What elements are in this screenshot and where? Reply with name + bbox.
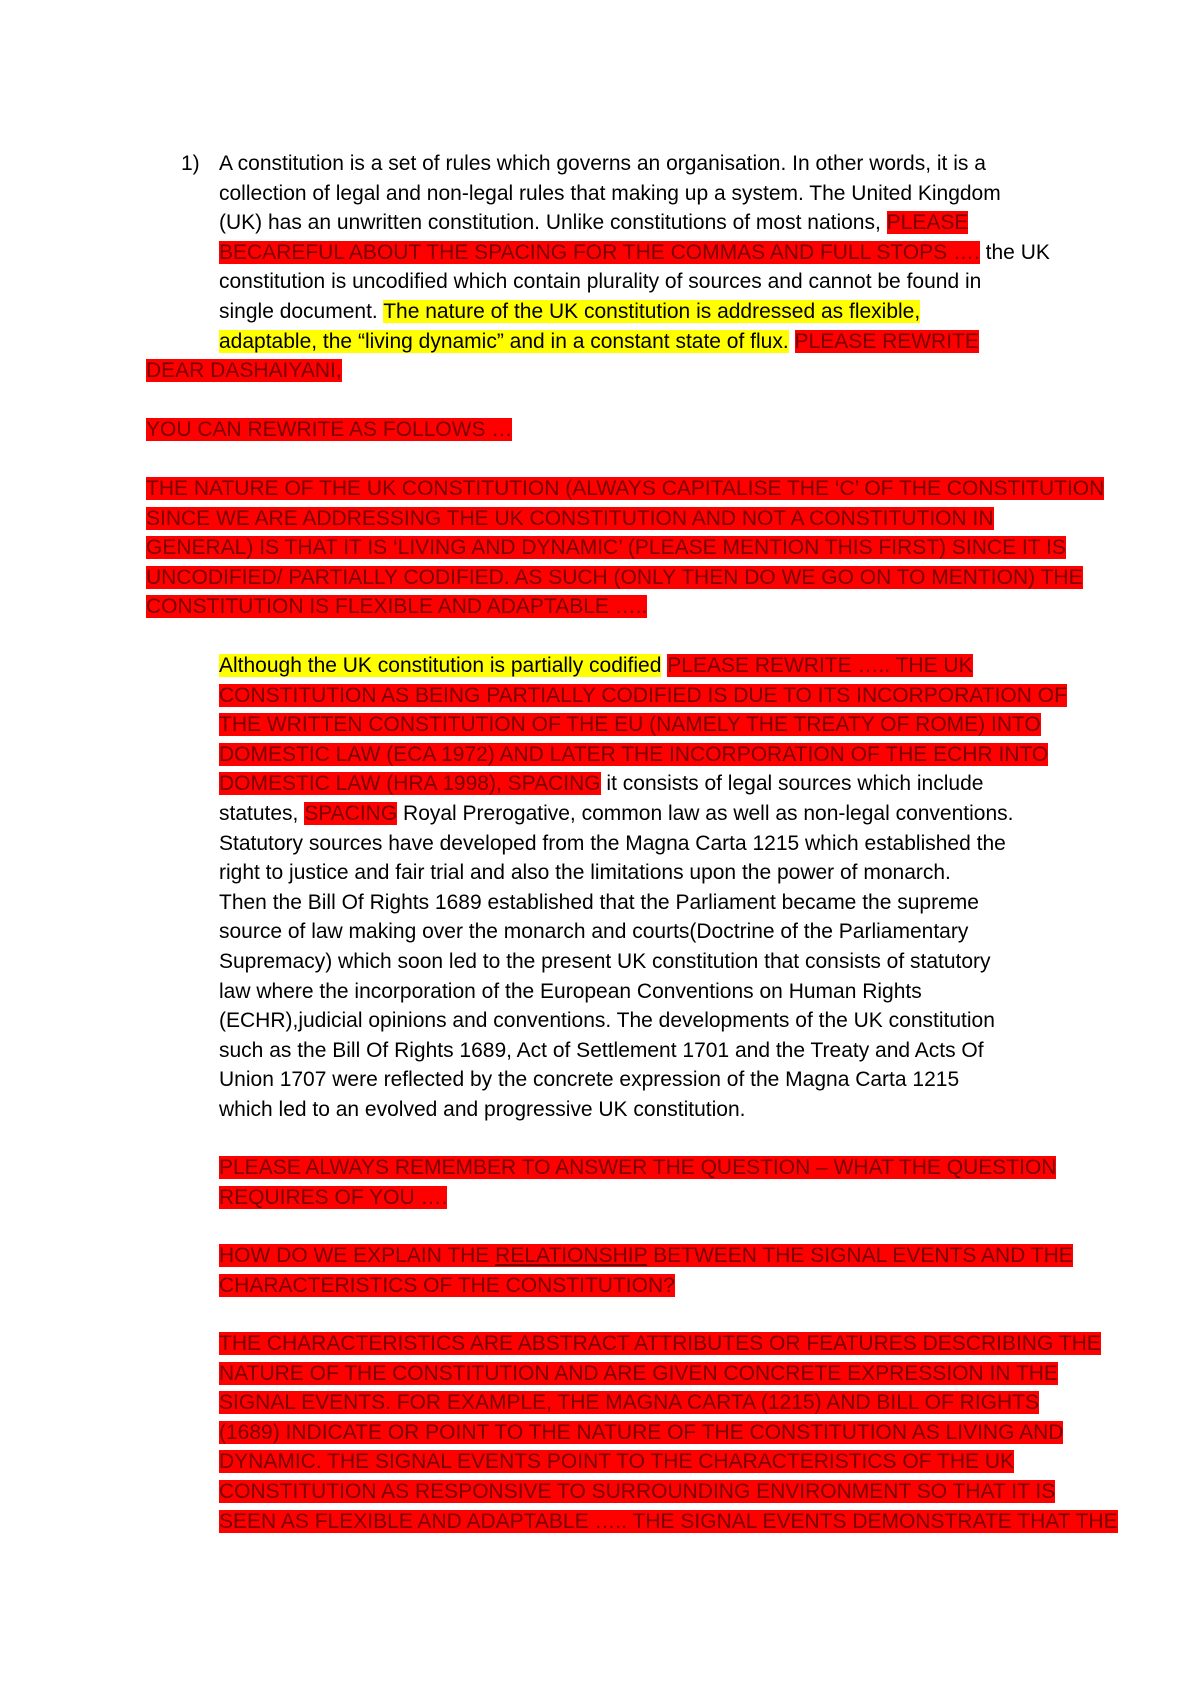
comment-highlight: UNCODIFIED/ PARTIALLY CODIFIED. AS SUCH (ONLY THEN DO WE GO ON TO MENTION) THE	[146, 565, 1083, 589]
comment-dear-line	[146, 356, 342, 386]
comment-highlight: DEAR DASHAIYANI,	[146, 359, 342, 382]
paragraph-constitution-definition	[219, 149, 1050, 356]
text-run: law where the incorporation of the European Conventions on Human Rights	[219, 979, 922, 1003]
text-line	[219, 1183, 1056, 1213]
comment-highlight: DYNAMIC. THE SIGNAL EVENTS POINT TO THE CHARACTERISTICS OF THE UK	[219, 1450, 1015, 1474]
text-line	[219, 917, 1067, 947]
comment-highlight: PLEASE	[886, 211, 969, 235]
comment-highlight: SEEN AS FLEXIBLE AND ADAPTABLE ….. THE SIGNAL EVENTS DEMONSTRATE THAT THE	[219, 1509, 1118, 1533]
comment-rewrite-line	[146, 415, 512, 445]
text-line	[219, 267, 1050, 297]
comment-highlight: RELATIONSHIP	[495, 1244, 648, 1267]
text-line	[219, 1507, 1118, 1537]
comment-highlight: (1689) INDICATE OR POINT TO THE NATURE OF THE CONSTITUTION AS LIVING AND	[219, 1420, 1064, 1444]
comment-highlight: SPACING	[304, 801, 398, 825]
text-line	[219, 740, 1067, 770]
text-run: right to justice and fair trial and also the limitations upon the power of monarch.	[219, 861, 951, 885]
comment-relationship-block	[219, 1241, 1073, 1300]
comment-highlight: NATURE OF THE CONSTITUTION AND ARE GIVEN CONCRETE EXPRESSION IN THE	[219, 1361, 1058, 1385]
comment-highlight: CONSTITUTION AS RESPONSIVE TO SURROUNDING ENVIRONMENT SO THAT IT IS	[219, 1479, 1056, 1503]
text-run: collection of legal and non-legal rules that making up a system. The United Kingdom	[219, 181, 1001, 205]
text-line	[146, 356, 342, 386]
text-line	[146, 592, 1104, 622]
comment-remember-block	[219, 1153, 1056, 1212]
text-line	[219, 710, 1067, 740]
comment-highlight: REQUIRES OF YOU ….	[219, 1185, 448, 1209]
text-line	[219, 1418, 1118, 1448]
comment-highlight: DOMESTIC LAW (HRA 1998), SPACING	[219, 772, 601, 796]
text-line	[146, 474, 1104, 504]
comment-highlight: YOU CAN REWRITE AS FOLLOWS …	[146, 418, 513, 441]
text-run: (UK) has an unwritten constitution. Unlike constitutions of most nations,	[219, 211, 887, 235]
text-line	[219, 888, 1067, 918]
text-line	[219, 947, 1067, 977]
text-line	[219, 1329, 1118, 1359]
comment-highlight: CHARACTERISTICS OF THE CONSTITUTION?	[219, 1273, 675, 1297]
text-line	[219, 1359, 1118, 1389]
text-line	[219, 1388, 1118, 1418]
comment-highlight: DOMESTIC LAW (ECA 1972) AND LATER THE INCORPORATION OF THE ECHR INTO	[219, 742, 1049, 766]
text-line	[219, 149, 1050, 179]
text-line	[219, 1477, 1118, 1507]
text-line	[146, 563, 1104, 593]
comment-highlight: GENERAL) IS THAT IT IS ‘LIVING AND DYNAMIC’ (PLEASE MENTION THIS FIRST) SINCE IT IS	[146, 536, 1066, 560]
text-run: which led to an evolved and progressive UK constitution.	[219, 1097, 746, 1121]
text-line	[219, 1447, 1118, 1477]
text-run: Statutory sources have developed from the Magna Carta 1215 which established the	[219, 831, 1006, 855]
text-run: single document.	[219, 299, 384, 323]
text-line	[219, 977, 1067, 1007]
text-line	[146, 415, 512, 445]
text-line	[219, 829, 1067, 859]
comment-highlight: THE CHARACTERISTICS ARE ABSTRACT ATTRIBUTES OR FEATURES DESCRIBING THE	[219, 1332, 1101, 1355]
text-line	[219, 651, 1067, 681]
comment-highlight: BECAREFUL ABOUT THE SPACING FOR THE COMMAS AND FULL STOPS ….	[219, 240, 980, 264]
text-run: Supremacy) which soon led to the present UK constitution that consists of statutory	[219, 949, 991, 973]
paragraph-sources	[219, 651, 1067, 1125]
text-line	[219, 681, 1067, 711]
text-run: Royal Prerogative, common law as well as non-legal conventions.	[397, 801, 1014, 825]
comment-highlight: SINCE WE ARE ADDRESSING THE UK CONSTITUTION AND NOT A CONSTITUTION IN	[146, 506, 994, 530]
text-line	[219, 1241, 1073, 1271]
text-run: the UK	[979, 240, 1050, 264]
text-run	[789, 330, 795, 353]
comment-characteristics-block	[219, 1329, 1118, 1536]
text-line	[146, 504, 1104, 534]
text-line	[219, 799, 1067, 829]
comment-highlight: BETWEEN THE SIGNAL EVENTS AND THE	[647, 1244, 1073, 1267]
text-line	[146, 533, 1104, 563]
comment-highlight: PLEASE REWRITE	[794, 329, 979, 353]
text-line	[219, 858, 1067, 888]
text-run: it consists of legal sources which include	[600, 772, 984, 796]
text-line	[219, 208, 1050, 238]
comment-highlight: SIGNAL EVENTS. FOR EXAMPLE, THE MAGNA CARTA (1215) AND BILL OF RIGHTS	[219, 1391, 1039, 1415]
key-highlight: Although the UK constitution is partially codified	[219, 654, 662, 677]
comment-highlight: HOW DO WE EXPLAIN THE	[219, 1244, 496, 1267]
text-run: such as the Bill Of Rights 1689, Act of Settlement 1701 and the Treaty and Acts Of	[219, 1038, 984, 1062]
text-line	[219, 1153, 1056, 1183]
text-line	[219, 1036, 1067, 1066]
text-run: source of law making over the monarch and courts(Doctrine of the Parliamentary	[219, 920, 969, 944]
key-highlight: The nature of the UK constitution is addressed as flexible,	[383, 299, 921, 323]
text-line	[219, 179, 1050, 209]
list-number: 1)	[181, 152, 200, 175]
comment-highlight: CONSTITUTION IS FLEXIBLE AND ADAPTABLE …..	[146, 595, 648, 619]
text-line	[219, 1271, 1073, 1301]
text-line	[219, 1095, 1067, 1125]
text-run: A constitution is a set of rules which governs an organisation. In other words, it is a	[219, 152, 986, 175]
text-line	[219, 297, 1050, 327]
comment-highlight: PLEASE REWRITE ….. THE UK	[667, 654, 973, 677]
comment-highlight: CONSTITUTION AS BEING PARTIALLY CODIFIED IS DUE TO ITS INCORPORATION OF	[219, 683, 1067, 707]
text-run: Then the Bill Of Rights 1689 established that the Parliament became the supreme	[219, 890, 979, 914]
text-run: (ECHR),judicial opinions and conventions. The developments of the UK constitution	[219, 1009, 995, 1033]
text-line	[219, 1006, 1067, 1036]
text-line	[219, 1065, 1067, 1095]
text-run: statutes,	[219, 801, 305, 825]
comment-highlight: THE NATURE OF THE UK CONSTITUTION (ALWAYS CAPITALISE THE ‘C’ OF THE CONSTITUTION	[146, 477, 1105, 500]
text-run: constitution is uncodified which contain plurality of sources and cannot be found in	[219, 270, 982, 294]
text-line	[219, 327, 1050, 357]
text-line	[219, 769, 1067, 799]
comment-nature-block	[146, 474, 1104, 622]
text-line	[219, 238, 1050, 268]
comment-highlight: PLEASE ALWAYS REMEMBER TO ANSWER THE QUESTION – WHAT THE QUESTION	[219, 1156, 1057, 1179]
key-highlight: adaptable, the “living dynamic” and in a constant state of flux.	[219, 329, 789, 353]
text-run: Union 1707 were reflected by the concrete expression of the Magna Carta 1215	[219, 1068, 960, 1092]
comment-highlight: THE WRITTEN CONSTITUTION OF THE EU (NAMELY THE TREATY OF ROME) INTO	[219, 713, 1041, 737]
